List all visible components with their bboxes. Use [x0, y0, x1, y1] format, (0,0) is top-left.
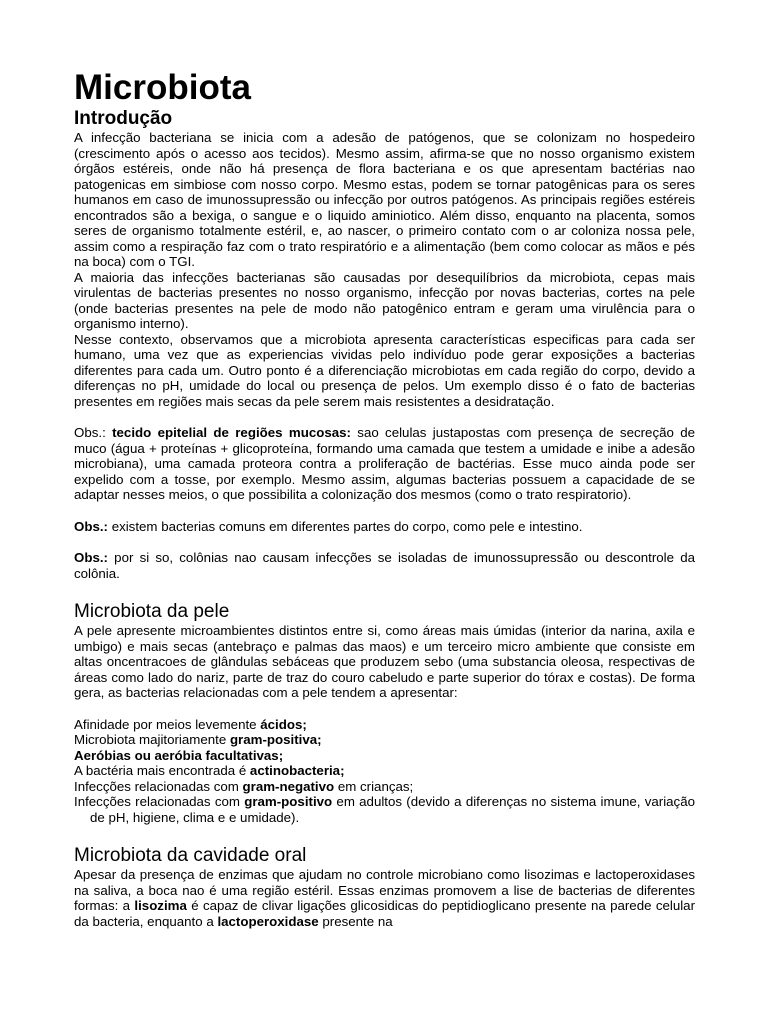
obs-text: existem bacterias comuns em diferentes partes do corpo, como pele e intestino.	[111, 518, 583, 534]
list-item-text: em adultos (devido a diferenças no sistema imune, variação de pH, higiene, clima e e umidade).	[90, 794, 695, 825]
intro-paragraph-2: A maioria das infecções bacterianas são causadas por desequilíbrios da microbiota, cepas mais virulentas de bacterias presentes no nosso organismo, infecção por novas bacterias, cortes na pele (onde bacterias presentes na pele de modo não patogênico entram e geram uma virulência para o organismo interno).	[74, 269, 695, 331]
section-heading-oral: Microbiota da cavidade oral	[74, 845, 307, 866]
spacer	[74, 534, 695, 550]
spacer	[74, 503, 695, 519]
list-item-bold: Aeróbias ou aeróbia facultativas;	[74, 747, 284, 763]
list-item-text: Infecções relacionadas com	[74, 794, 245, 809]
paragraph-text: Apesar da presença de enzimas que ajudam no controle microbiano como lisozimas e lactoperoxidases na saliva, a boca nao é uma região estéril. Essas enzimas promovem a lise de bacterias de diferentes formas: a	[74, 867, 695, 913]
pele-paragraph-1: A pele apresente microambientes distintos entre si, como áreas mais úmidas (interior da narina, axila e umbigo) e mais secas (antebraço e palmas das maos) e um terceiro micro ambiente que consiste em altas oncentracoes de glândulas sebáceas que produzem sebo (uma substancia oleosa, respectivas de áreas como lado do nariz, parte de traz do couro cabeludo e parte superior do tórax e costas). De forma gera, as bacterias relacionadas com a pele tendem a apresentar:	[74, 623, 695, 700]
obs-text: por si so, colônias nao causam infecções se isoladas de imunossupressão ou descontrole da colônia.	[74, 550, 695, 581]
list-item-bold: ácidos;	[260, 716, 307, 732]
intro-paragraph-3: Nesse contexto, observamos que a microbiota apresenta características especificas para cada ser humano, uma vez que as experiencias vividas pelo indivíduo pode gerar exposições a bacterias diferentes para cada um. Outro ponto é a diferenciação microbiotas em cada região do corpo, devido a diferenças no pH, umidade do local ou presença de pelos. Um exemplo disso é o fato de bacterias presentes em regiões mais secas da pele serem mais resistentes a desidratação.	[74, 331, 695, 409]
spacer	[74, 825, 695, 845]
list-item	[74, 779, 695, 795]
intro-paragraph-1: A infecção bacteriana se inicia com a adesão de patógenos, que se colonizam no hospedeiro (crescimento após o acesso aos tecidos). Mesmo assim, afirma-se que no nosso organismo existem órgãos estéreis, onde não há presença de flora bacteriana e os que apresentam bactérias nao patogenicas em simbiose com nosso corpo. Mesmo estas, podem se tornar patogênicas para os seres humanos em caso de imunossupressão ou infecção por outros patógenos. As principais regiões estéreis encontrados são a bexiga, o sangue e o liquido aminiotico. Além disso, enquanto na placenta, somos seres de organismo totalmente estéril, e, ao nascer, o primeiro contato com o ar coloniza nossa pele, assim como a respiração faz com o trato respiratório e a alimentação (bem como colocar as mãos e pés na boca) com o TGI.	[74, 130, 695, 269]
list-item-text: Infecções relacionadas com	[74, 778, 243, 794]
list-item	[74, 717, 695, 733]
obs-paragraph-2	[74, 519, 695, 535]
list-item-bold: actinobacteria;	[249, 763, 345, 778]
obs-bold-term: tecido epitelial de regiões mucosas:	[112, 425, 351, 440]
obs-text: sao celulas justapostas com presença de secreção de muco (água + proteínas + glicoproteína, formando uma camada que testem a umidade e inibe a adesão microbiana), uma camada proteora contra a proliferação de bactérias. Esse muco ainda pode ser expelido com a tosse, por exemplo. Mesmo assim, algumas bacterias possuem a capacidade de se adaptar nesses meios, o que possibilita a colonização dos mesmos (como o trato respiratorio).	[74, 425, 695, 502]
list-item-text: Microbiota majitoriamente	[74, 732, 230, 747]
section-heading-pele: Microbiota da pele	[74, 601, 230, 622]
paragraph-text: é capaz de clivar ligações glicosidicas do peptidioglicano presente na parede celular da bacteria, enquanto a	[74, 898, 695, 929]
list-item	[74, 794, 695, 825]
paragraph-bold: lisozima	[134, 898, 187, 913]
oral-paragraph-1	[74, 867, 695, 929]
list-item	[74, 763, 695, 779]
spacer	[74, 701, 695, 717]
obs-label: Obs.:	[74, 550, 108, 565]
paragraph-bold: lactoperoxidase	[217, 913, 319, 929]
list-item-text: A bactéria mais encontrada é	[74, 763, 250, 778]
obs-label: Obs.:	[74, 425, 106, 440]
obs-paragraph-1	[74, 425, 695, 503]
document-title: Microbiota	[74, 68, 251, 107]
spacer	[74, 581, 695, 601]
list-item-bold: gram-positiva;	[229, 732, 322, 747]
list-item	[74, 732, 695, 748]
list-item-bold: gram-positivo	[244, 794, 333, 809]
list-item-text: Afinidade por meios levemente	[74, 716, 261, 732]
spacer	[74, 409, 695, 425]
paragraph-text: presente na	[318, 913, 393, 929]
obs-paragraph-3	[74, 550, 695, 581]
section-heading-introducao: Introdução	[74, 108, 173, 129]
list-item-bold: gram-negativo	[242, 778, 335, 794]
obs-label: Obs.:	[74, 518, 108, 534]
list-item-text: em crianças;	[334, 778, 414, 794]
list-item	[74, 748, 695, 764]
